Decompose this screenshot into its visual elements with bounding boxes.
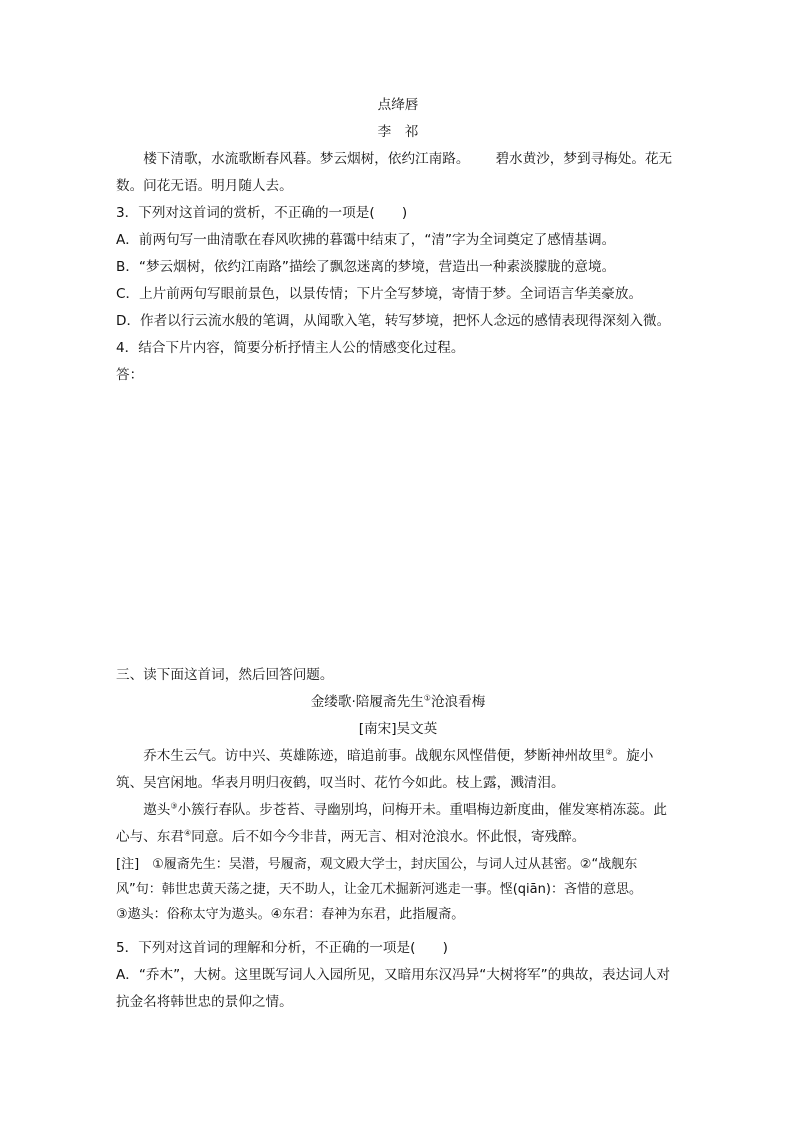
q3-option-d: D．作者以行云流水般的笔调，从闻歌入笔，转写梦境，把怀人念远的感情表现得深刻入微。 — [116, 313, 671, 329]
q3-option-b: B．“梦云烟树，依约江南路”描绘了飘忽迷离的梦境，营造出一种素淡朦胧的意境。 — [116, 259, 616, 275]
lower-text-1: 遨头 — [143, 802, 171, 818]
lower-text-3: 同意。后不如今今非昔，两无言、相对沧浪水。怀此恨，寄残醉。 — [191, 829, 586, 845]
note-line: 风”句：韩世忠黄天荡之捷，天不助人，让金兀术掘新河逃走一事。悭(qiān)：吝惜的意思。 — [116, 882, 642, 897]
q3-stem: 3．下列对这首词的赏析，不正确的一项是( ) — [116, 205, 408, 221]
poem1-author: 李 祁 — [377, 124, 419, 140]
upper-text-2: 。旋小筑、吴宫闲地。华表月明归夜鹤，叹当时、花竹今如此。枝上露，溅清泪。 — [116, 748, 654, 791]
poem1-title: 点绛唇 — [377, 97, 419, 113]
note-marker-2: ② — [605, 747, 613, 757]
q4-stem: 4．结合下片内容，简要分析抒情主人公的情感变化过程。 — [116, 340, 465, 356]
q3-option-a: A．前两句写一曲清歌在春风吹拂的暮霭中结束了，“清”字为全词奠定了感情基调。 — [116, 232, 616, 248]
poem2-author: [南宋]吴文英 — [358, 721, 438, 737]
q3-option-c: C．上片前两句写眼前景色，以景传情；下片全写梦境，寄情于梦。全词语言华美豪放。 — [116, 286, 643, 302]
poem1-upper-stanza: 楼下清歌，水流歌断春风暮。梦云烟树，依约江南路。 — [143, 151, 470, 167]
q5-option-a: A．“乔木”，大树。这里既写词人入园所见，又暗用东汉冯异“大树将军”的典故，表达词人对抗金名将韩世忠的景仰之情。 — [116, 967, 671, 1010]
lower-text-2: 小簇行春队。步苍苔、寻幽别坞，问梅开未。重唱梅边新度曲，催发寒梢冻蕊。此心与、东君 — [116, 802, 667, 845]
note-line: [注] ①履斋先生：吴潜，号履斋，观文殿大学士，封庆国公，与词人过从甚密。②“战舰东 — [116, 857, 638, 872]
q4-answer-label: 答： — [116, 367, 144, 383]
poem1-lower-stanza: 碧水黄沙，梦到寻梅处。花无数。问花无语。明月随人去。 — [116, 151, 673, 194]
note-marker-1: ① — [423, 693, 431, 703]
q5-stem: 5．下列对这首词的理解和分析，不正确的一项是( ) — [116, 940, 448, 956]
poem2-title — [116, 689, 680, 716]
note-line: ③遨头：俗称太守为遨头。④东君：春神为东君，此指履斋。 — [116, 907, 465, 922]
poem1-body — [116, 146, 680, 200]
poem2-title-main: 金缕歌·陪履斋先生 — [310, 694, 424, 710]
note-marker-4: ④ — [183, 828, 192, 838]
note-marker-3: ③ — [170, 801, 178, 811]
section3-heading: 三、读下面这首词，然后回答问题。 — [116, 667, 334, 683]
poem2-title-rest: 沧浪看梅 — [430, 694, 486, 710]
poem2-lower-stanza — [116, 797, 680, 851]
poem2-notes — [116, 852, 680, 927]
poem2-upper-stanza — [116, 743, 680, 797]
upper-text-1: 乔木生云气。访中兴、英雄陈迹，暗追前事。战舰东风悭借便，梦断神州故里 — [143, 748, 606, 764]
